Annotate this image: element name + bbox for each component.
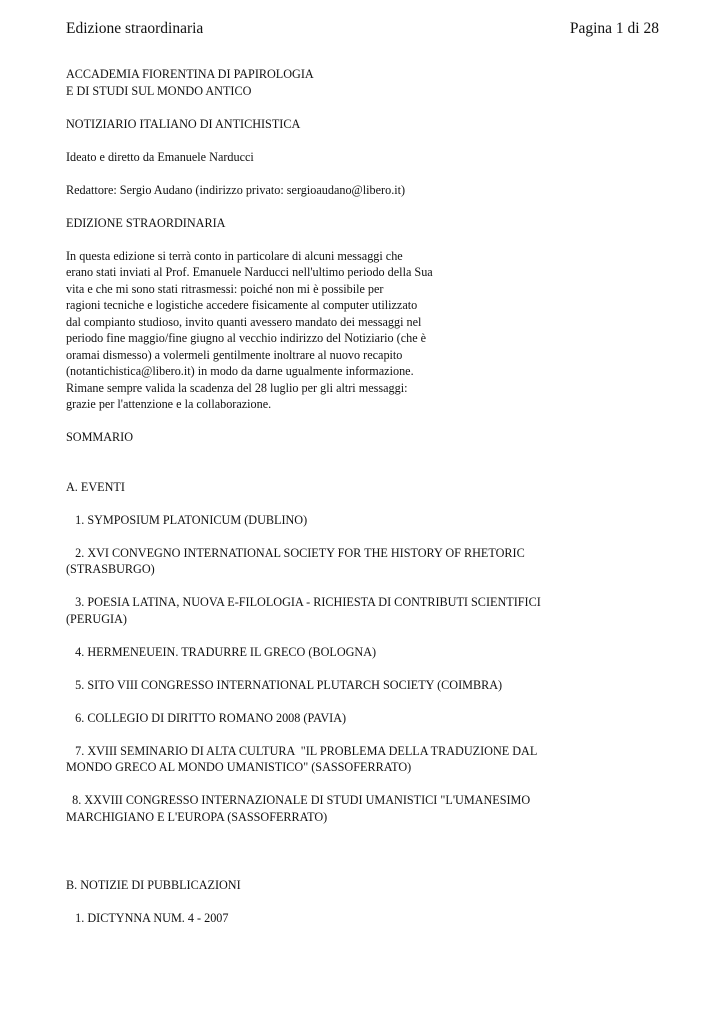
notice-line: vita e che mi sono stati ritrasmessi: poiché non mi è possibile per [66, 281, 384, 296]
list-item [66, 743, 666, 776]
page-number: Pagina 1 di 28 [569, 20, 659, 37]
list-item-line: 2. XVI CONVEGNO INTERNATIONAL SOCIETY FOR THE HISTORY OF RHETORIC [66, 545, 525, 560]
list-item-line: 1. SYMPOSIUM PLATONICUM (DUBLINO) [66, 512, 308, 527]
academy-name-line2: E DI STUDI SUL MONDO ANTICO [66, 83, 252, 98]
notice-line: dal compianto studioso, invito quanti avessero mandato dei messaggi nel [66, 314, 422, 329]
list-item-line: (PERUGIA) [66, 611, 127, 626]
section-b-title: B. NOTIZIE DI PUBBLICAZIONI [66, 878, 241, 892]
edition-label: EDIZIONE STRAORDINARIA [66, 215, 226, 230]
list-item [66, 594, 666, 627]
notice-line: (notantichistica@libero.it) in modo da darne ugualmente informazione. [66, 364, 414, 378]
list-item [66, 677, 666, 694]
list-item-line: 6. COLLEGIO DI DIRITTO ROMANO 2008 (PAVIA) [66, 710, 347, 725]
list-item [66, 910, 666, 927]
list-item-line: 5. SITO VIII CONGRESSO INTERNATIONAL PLUTARCH SOCIETY (COIMBRA) [66, 677, 503, 692]
summary-heading: SOMMARIO [66, 430, 134, 444]
document-body [66, 66, 666, 927]
page-header-title: Edizione straordinaria [66, 20, 204, 37]
newsletter-title: NOTIZIARIO ITALIANO DI ANTICHISTICA [66, 116, 301, 131]
list-item-line: MONDO GRECO AL MONDO UMANISTICO" (SASSOFERRATO) [66, 760, 412, 774]
list-item [66, 512, 666, 529]
editor-line: Redattore: Sergio Audano (indirizzo privato: sergioaudano@libero.it) [66, 182, 406, 197]
section-a-list [66, 512, 666, 826]
notice-paragraph [66, 248, 666, 413]
list-item [66, 792, 666, 825]
list-item-line: 4. HERMENEUEIN. TRADURRE IL GRECO (BOLOGNA) [66, 644, 377, 659]
notice-line: In questa edizione si terrà conto in particolare di alcuni messaggi che [66, 248, 403, 263]
academy-name-line1: ACCADEMIA FIORENTINA DI PAPIROLOGIA [66, 67, 314, 81]
list-item-line: MARCHIGIANO E L'EUROPA (SASSOFERRATO) [66, 809, 328, 824]
list-item [66, 710, 666, 727]
director-line: Ideato e diretto da Emanuele Narducci [66, 149, 254, 164]
notice-line: erano stati inviati al Prof. Emanuele Narducci nell'ultimo periodo della Sua [66, 265, 433, 279]
notice-line: grazie per l'attenzione e la collaborazione. [66, 397, 272, 411]
notice-line: Rimane sempre valida la scadenza del 28 luglio per gli altri messaggi: [66, 380, 408, 395]
list-item [66, 644, 666, 661]
list-item-line: (STRASBURGO) [66, 562, 155, 576]
notice-line: ragioni tecniche e logistiche accedere fisicamente al computer utilizzato [66, 298, 418, 312]
list-item-line: 3. POESIA LATINA, NUOVA E-FILOLOGIA - RICHIESTA DI CONTRIBUTI SCIENTIFICI [66, 595, 541, 609]
list-item-line: 7. XVIII SEMINARIO DI ALTA CULTURA "IL PROBLEMA DELLA TRADUZIONE DAL [66, 743, 538, 758]
section-a-title: A. EVENTI [66, 479, 125, 494]
notice-line: periodo fine maggio/fine giugno al vecchio indirizzo del Notiziario (che è [66, 331, 427, 345]
list-item-line: 1. DICTYNNA NUM. 4 - 2007 [66, 911, 229, 925]
section-b-list [66, 910, 666, 927]
list-item [66, 545, 666, 578]
list-item-line: 8. XXVIII CONGRESSO INTERNAZIONALE DI STUDI UMANISTICI "L'UMANESIMO [66, 793, 531, 807]
notice-line: oramai dismesso) a volermeli gentilmente inoltrare al nuovo recapito [66, 347, 403, 362]
